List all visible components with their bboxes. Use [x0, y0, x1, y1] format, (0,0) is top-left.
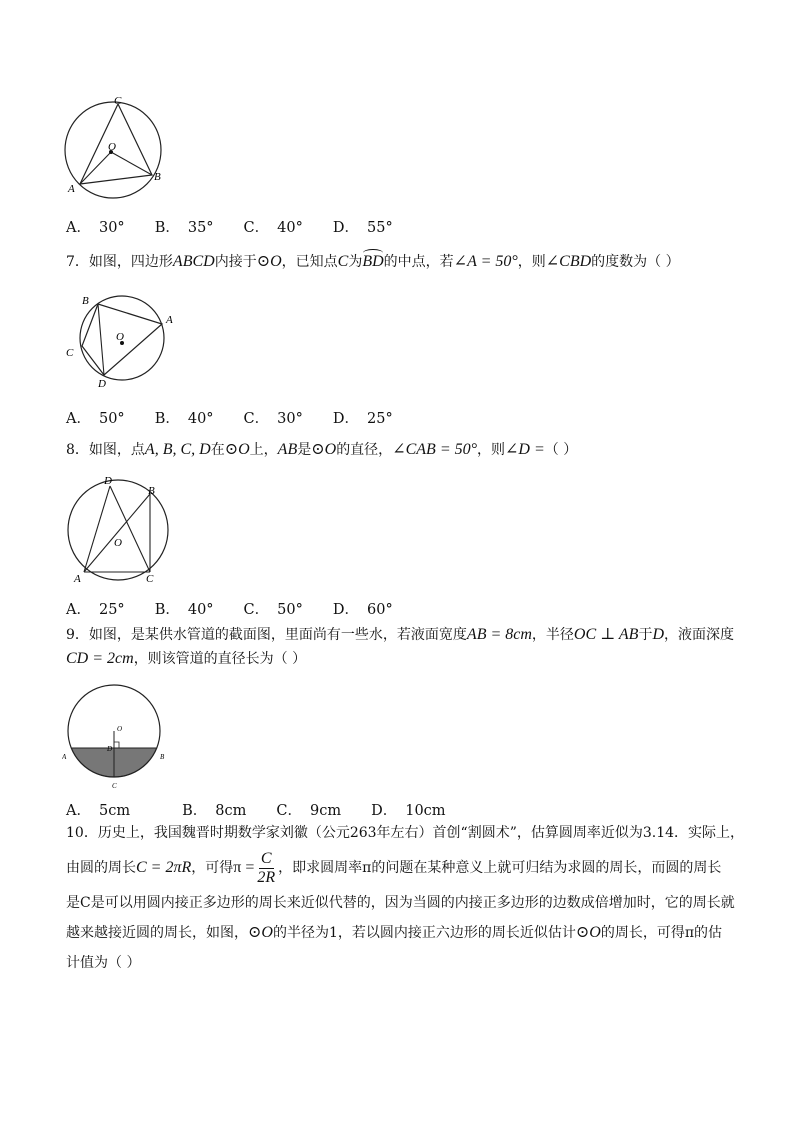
- triangle-abc: [80, 104, 152, 184]
- q6-options: [66, 216, 423, 237]
- label-c: C: [66, 347, 74, 359]
- question-9-line-2: CD = 2cm，则该管道的直径长为（ ）: [66, 650, 307, 667]
- option-c[interactable]: C． 9cm: [276, 803, 342, 819]
- q10-line-5: 计值为（ ）: [66, 955, 141, 971]
- segment-dc: [110, 486, 150, 572]
- label-o: O: [114, 537, 122, 549]
- label-a: A: [74, 573, 81, 585]
- option-a[interactable]: A． 5cm: [66, 803, 131, 819]
- figure-q8: [60, 474, 172, 586]
- question-7: 7．如图，四边形ABCD内接于⊙O，已知点C为BD的中点，若∠A = 50°，则∠CBD的度数为（ ）: [66, 253, 680, 270]
- option-b[interactable]: B． 35°: [154, 220, 214, 236]
- figure-q6: [60, 92, 170, 202]
- diameter-ab: [84, 494, 150, 572]
- option-d[interactable]: D． 25°: [332, 411, 393, 427]
- option-b[interactable]: B． 40°: [154, 411, 214, 427]
- option-c[interactable]: C． 40°: [243, 220, 303, 236]
- right-angle-mark: [114, 742, 119, 748]
- label-a: A: [68, 183, 75, 195]
- option-a[interactable]: A． 25°: [66, 602, 125, 618]
- figure-q7-svg: [62, 290, 182, 390]
- q9-options: [66, 799, 476, 820]
- question-9-line-1: 9．如图，是某供水管道的截面图，里面尚有一些水，若液面宽度AB = 8cm，半径OC ⊥ AB于D，液面深度: [66, 626, 735, 643]
- label-a: A: [166, 314, 173, 326]
- label-d: D: [107, 745, 113, 753]
- label-c: C: [114, 95, 122, 107]
- option-a[interactable]: A． 50°: [66, 411, 125, 427]
- label-b: B: [148, 485, 155, 497]
- option-c[interactable]: C． 30°: [243, 411, 303, 427]
- q8-options: [66, 598, 423, 619]
- label-a: A: [62, 753, 67, 761]
- label-o: O: [117, 725, 123, 733]
- q10-line-2: 由圆的周长C = 2πR，可得π = $\frac{C}{2R}$ ，即求圆周率π的问题在某种意义上就可归结为求圆的周长，而圆的周长: [66, 849, 722, 886]
- option-d[interactable]: D． 10cm: [371, 803, 446, 819]
- question-10: [66, 818, 746, 978]
- label-d: D: [98, 378, 106, 390]
- question-8: 8．如图，点A, B, C, D在⊙O上，AB是⊙O的直径，∠CAB = 50°，则∠D =（ ）: [66, 441, 578, 458]
- option-b[interactable]: B． 8cm: [182, 803, 247, 819]
- segment-ad: [84, 486, 110, 572]
- option-a[interactable]: A． 30°: [66, 220, 125, 236]
- option-b[interactable]: B． 40°: [154, 602, 214, 618]
- q10-line-1: 10．历史上，我国魏晋时期数学家刘徽（公元263年左右）首创“割圆术”，估算圆周率近似为3.14．实际上，: [66, 825, 745, 841]
- q7-options: [66, 407, 423, 428]
- label-b: B: [160, 753, 165, 761]
- label-o: O: [108, 141, 116, 153]
- figure-q9: [62, 682, 168, 794]
- label-c: C: [146, 573, 154, 585]
- segment-bd: [98, 304, 104, 375]
- label-b: B: [82, 295, 89, 307]
- fraction-c-over-2r: $\frac{C}{2R}$: [257, 849, 276, 886]
- label-c: C: [112, 782, 117, 790]
- option-c[interactable]: C． 50°: [243, 602, 303, 618]
- segment-oa: [80, 152, 111, 184]
- option-d[interactable]: D． 55°: [332, 220, 393, 236]
- figure-q9-svg: [62, 682, 168, 794]
- label-o: O: [116, 331, 124, 343]
- label-b: B: [154, 171, 161, 183]
- figure-q6-svg: [60, 92, 170, 202]
- figure-q8-svg: [60, 474, 172, 586]
- label-d: D: [104, 475, 112, 487]
- option-d[interactable]: D． 60°: [332, 602, 393, 618]
- q10-line-4: 越来越接近圆的周长，如图，⊙O的半径为1，若以圆内接正六边形的周长近似估计⊙O的周长，可得π的估: [66, 924, 723, 941]
- figure-q7: [62, 290, 182, 390]
- q10-line-3: 是C是可以用圆内接正多边形的周长来近似代替的，因为当圆的内接正多边形的边数成倍增加时，它的周长就: [66, 895, 735, 911]
- arc-bd: BD: [362, 253, 384, 270]
